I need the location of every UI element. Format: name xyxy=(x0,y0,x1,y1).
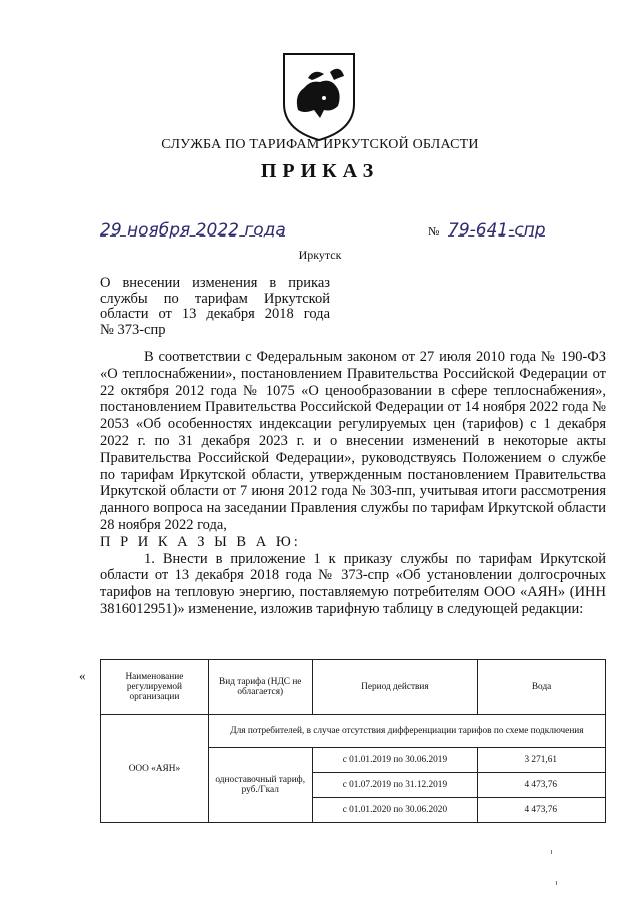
document-type: ПРИКАЗ xyxy=(260,160,380,182)
opening-quote-mark: « xyxy=(79,668,86,683)
table-header-water: Вода xyxy=(478,660,606,715)
preamble-paragraph: В соответствии с Федеральным законом от 27 июля 2010 года № 190-ФЗ «О теплоснабжении», постановлением Правительства Российской Федерации от 22 октября 2012 года № 1075 «О ценообразовании в сфере теплоснабжения», постановлением Правительства Российской Федерации от 14 ноября 2022 года № 2053 «Об особенностях индексации регулируемых цен (тарифов) с 1 декабря 2022 г. по 31 декабря 2023 г. и о внесении изменений в некоторые акты Правительства Российской Федерации», руководствуясь Положением о службе по тарифам Иркутской области, утвержденным постановлением Правительства Иркутской области от 7 июня 2012 года № 303-пп, учитывая итоги рассмотрения данного вопроса на заседании Правления службы по тарифам Иркутской области 28 ноября 2022 года, xyxy=(100,349,606,533)
irkutsk-coat-of-arms-icon xyxy=(280,50,358,142)
period-cell: с 01.01.2020 по 30.06.2020 xyxy=(312,798,478,823)
period-cell: с 01.01.2019 по 30.06.2019 xyxy=(312,748,478,773)
period-cell: с 01.07.2019 по 31.12.2019 xyxy=(312,773,478,798)
scan-mark xyxy=(551,850,552,854)
tariff-type-cell: одноставочный тариф, руб./Гкал xyxy=(208,748,312,823)
number-label: № xyxy=(428,224,440,238)
item-1-paragraph: 1. Внести в приложение 1 к приказу службы по тарифам Иркутской области от 13 декабря 2018 года № 373-спр «Об установлении долгосрочных тарифов на тепловую энергию, поставляемую потребителям ООО «АЯН» (ИНН 3816012951)» изменение, изложив тарифную таблицу в следующей редакции: xyxy=(100,550,606,617)
value-cell: 4 473,76 xyxy=(478,798,606,823)
consumer-subheader: Для потребителей, в случае отсутствия дифференциации тарифов по схеме подключения xyxy=(208,715,605,748)
order-word: П Р И К А З Ы В А Ю: xyxy=(100,533,301,550)
scan-mark xyxy=(556,881,557,885)
city-name: Иркутск xyxy=(298,248,342,262)
table-header-organization: Наименование регулируемой организации xyxy=(101,660,209,715)
tariff-table xyxy=(100,659,606,823)
handwritten-date: 29 ноября 2022 года xyxy=(100,220,286,240)
value-cell: 3 271,61 xyxy=(478,748,606,773)
handwritten-number: 79-641-спр xyxy=(448,220,546,240)
subject-line: службы по тарифам Иркутской xyxy=(100,290,330,307)
subject-block xyxy=(100,276,330,338)
subject-line: области от 13 декабря 2018 года xyxy=(100,306,330,322)
document-body xyxy=(100,349,606,618)
table-header-tariff-type: Вид тарифа (НДС не облагается) xyxy=(208,660,312,715)
subject-line: О внесении изменения в приказ xyxy=(100,275,330,291)
subject-line: № 373-спр xyxy=(100,321,166,338)
value-cell: 4 473,76 xyxy=(478,773,606,798)
organization-cell: ООО «АЯН» xyxy=(101,715,209,823)
table-header-period: Период действия xyxy=(312,660,478,715)
agency-name: СЛУЖБА ПО ТАРИФАМ ИРКУТСКОЙ ОБЛАСТИ xyxy=(161,137,479,152)
